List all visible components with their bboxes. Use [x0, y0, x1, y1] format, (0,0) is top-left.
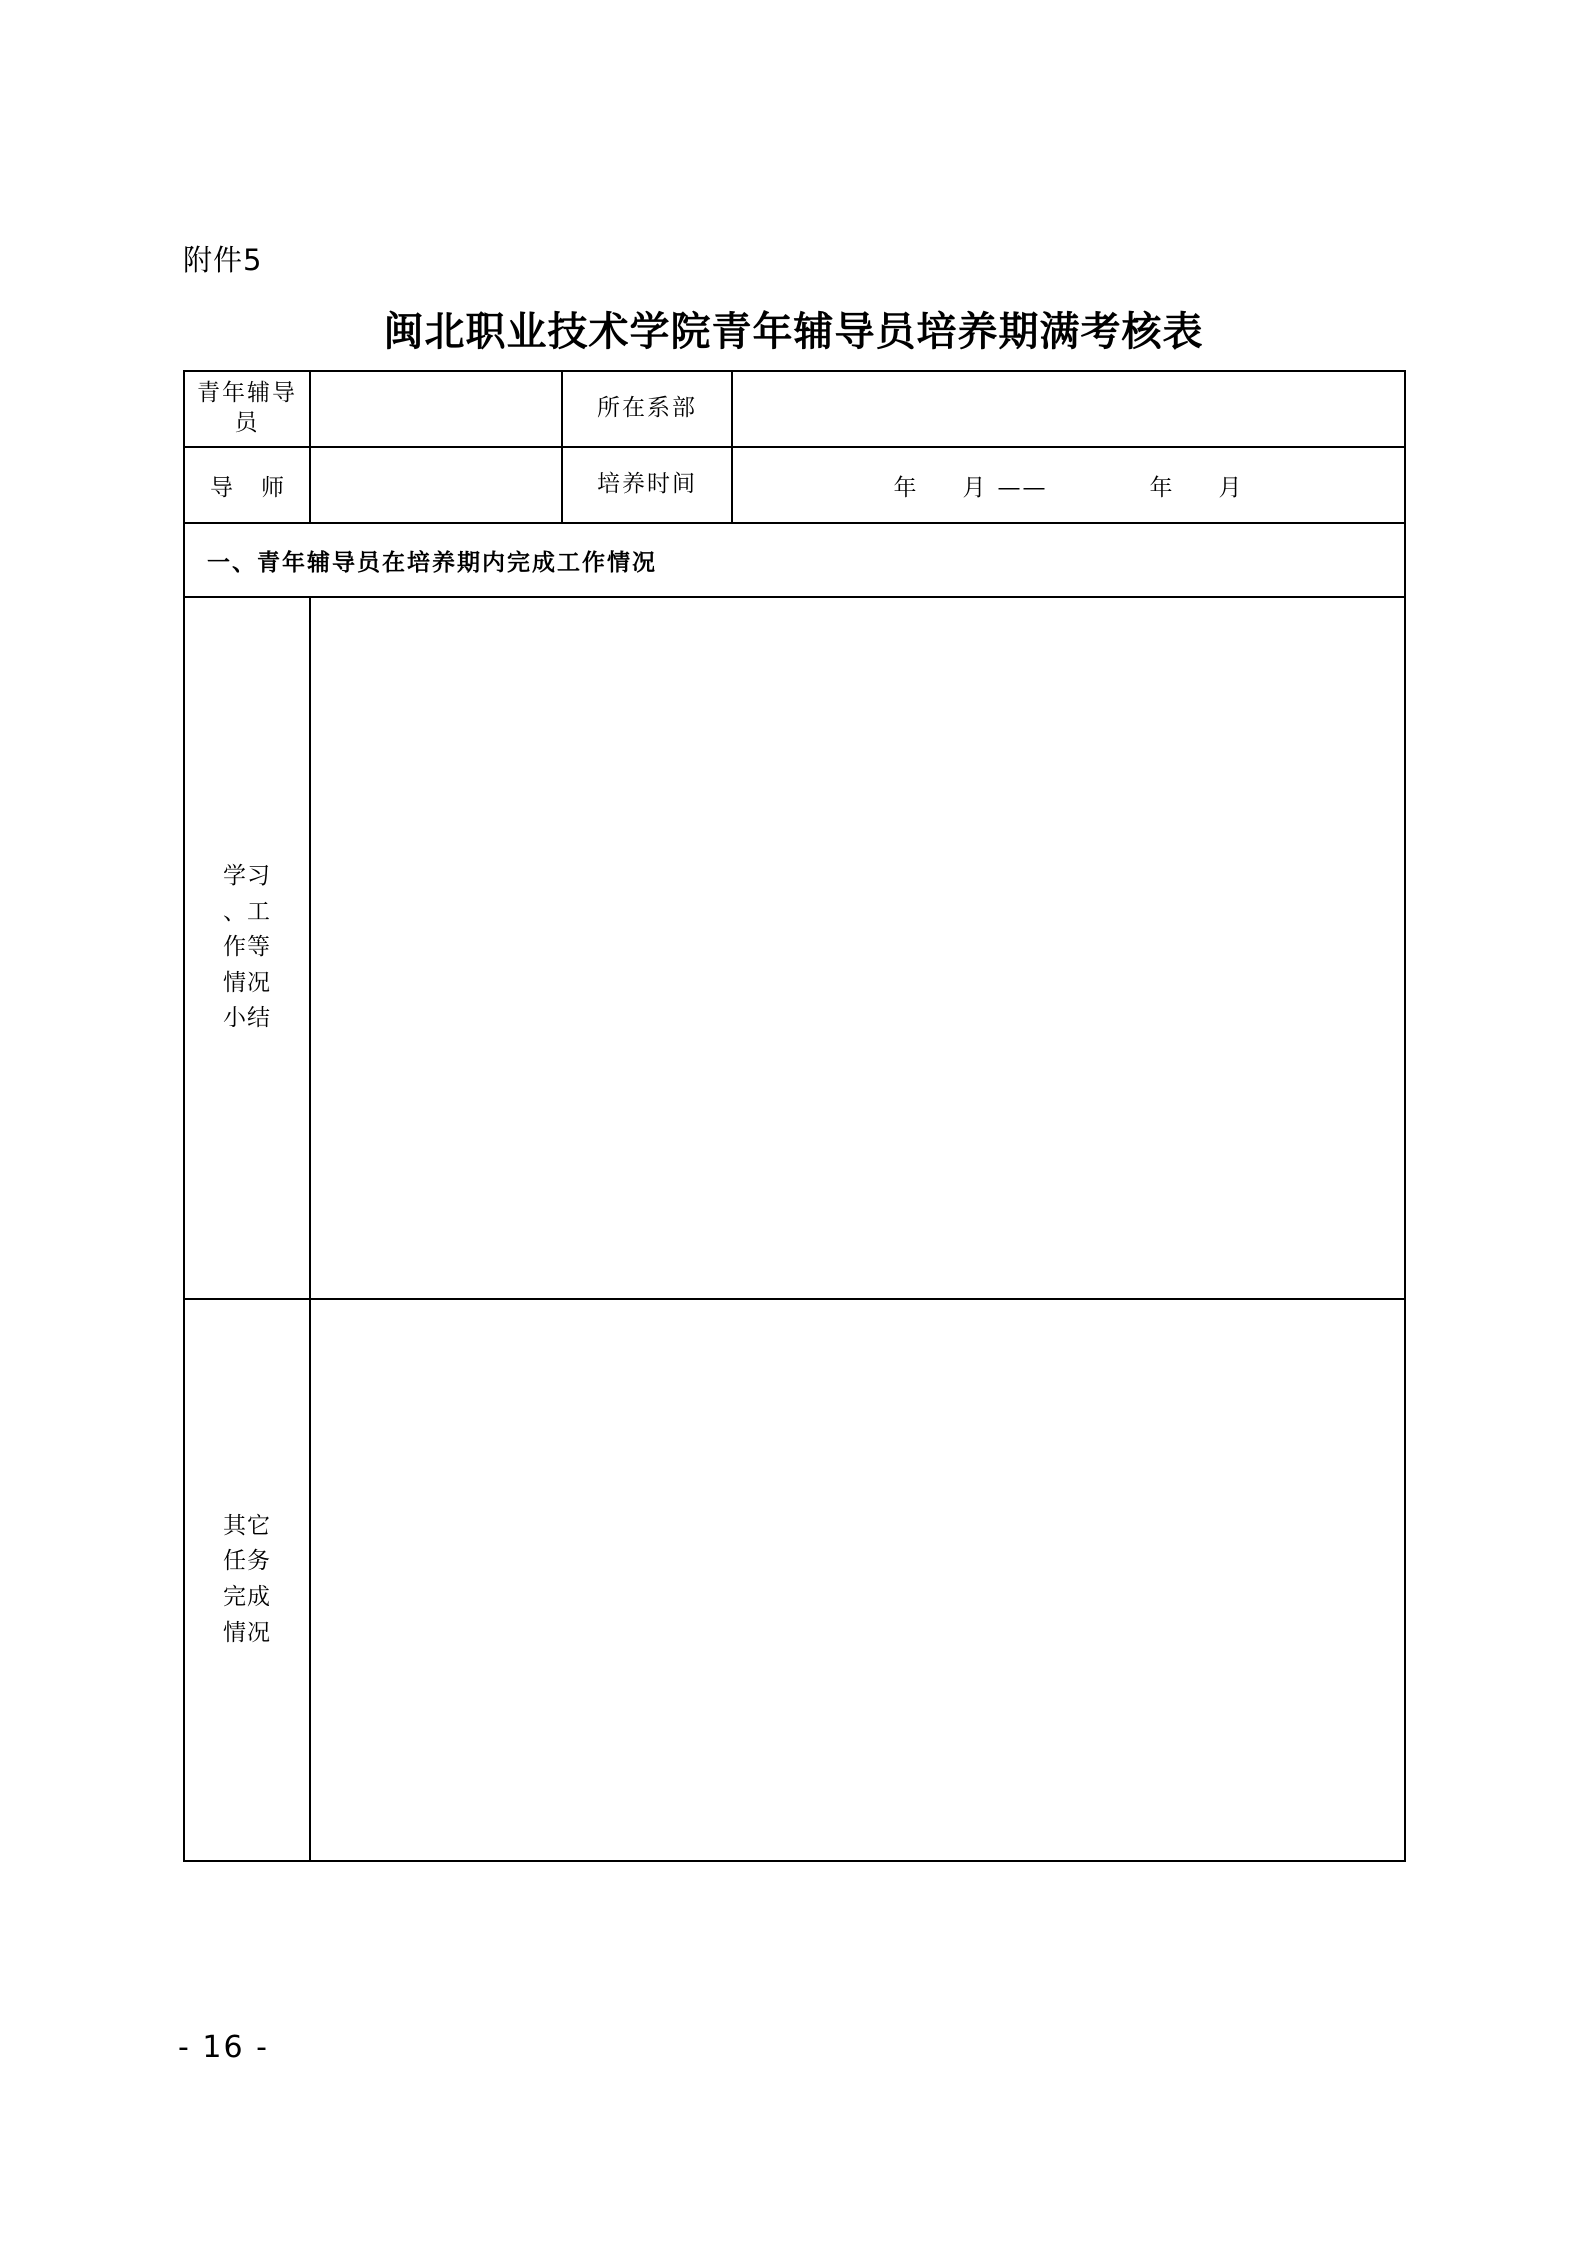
page-title: 闽北职业技术学院青年辅导员培养期满考核表 — [383, 308, 1204, 355]
period-month-1: 月 — [962, 474, 988, 501]
table-row-other-tasks — [184, 1299, 1405, 1861]
label-line: 作等 — [223, 934, 271, 961]
main-form — [183, 370, 1406, 1862]
input-youth-counselor[interactable] — [310, 371, 562, 447]
section-heading-one: 一、青年辅导员在培养期内完成工作情况 — [184, 523, 1405, 597]
attachment-label: 附件5 — [183, 243, 263, 277]
label-youth-counselor: 青年辅导员 — [184, 371, 310, 447]
label-line: 学习 — [223, 862, 271, 889]
label-line: 情况 — [223, 969, 271, 996]
label-training-period: 培养时间 — [562, 447, 732, 523]
table-row-summary — [184, 597, 1405, 1299]
input-training-period[interactable] — [732, 447, 1405, 523]
label-line: 、工 — [223, 898, 271, 925]
label-study-work-summary — [184, 597, 310, 1299]
period-month-2: 月 — [1218, 474, 1244, 501]
label-line: 小结 — [223, 1005, 271, 1032]
label-line: 情况 — [223, 1619, 271, 1646]
label-mentor: 导 师 — [184, 447, 310, 523]
table-row-counselor — [184, 371, 1405, 447]
input-study-work-summary[interactable] — [310, 597, 1405, 1299]
period-year-2: 年 — [1149, 474, 1175, 501]
input-department[interactable] — [732, 371, 1405, 447]
label-line: 其它 — [223, 1512, 271, 1539]
input-mentor[interactable] — [310, 447, 562, 523]
label-department: 所在系部 — [562, 371, 732, 447]
label-other-tasks — [184, 1299, 310, 1861]
input-other-tasks[interactable] — [310, 1299, 1405, 1861]
period-year-1: 年 — [893, 474, 919, 501]
table-row-mentor — [184, 447, 1405, 523]
label-line: 任务 — [223, 1548, 271, 1575]
table-row-section-heading — [184, 523, 1405, 597]
page-number: - 16 - — [178, 2030, 269, 2065]
label-line: 完成 — [223, 1584, 271, 1610]
period-dash: —— — [997, 474, 1048, 501]
